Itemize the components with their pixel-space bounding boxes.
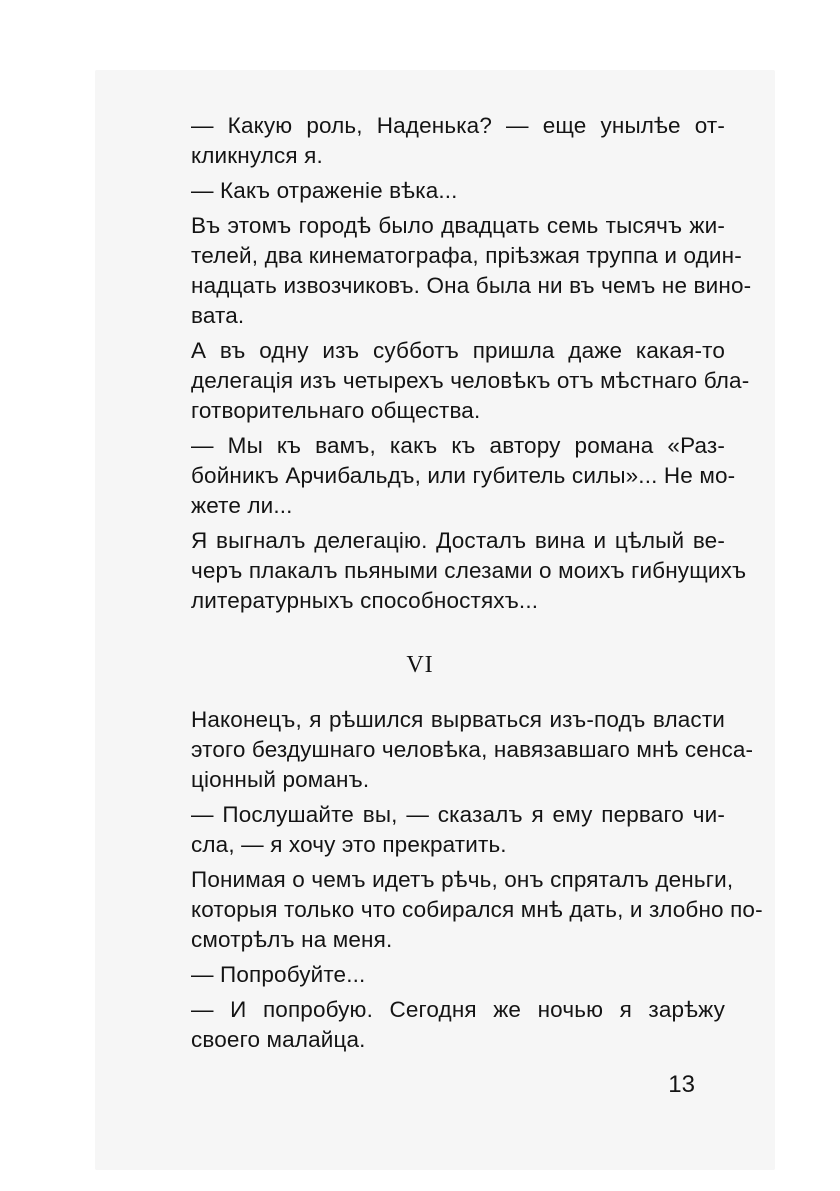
text-line: делегація изъ четырехъ человѣкъ отъ мѣстнаго бла- [191, 368, 750, 393]
text-line: — Попробуйте... [191, 962, 366, 987]
text-line: своего малайца. [191, 1027, 366, 1052]
paragraph [155, 865, 763, 955]
paragraph [155, 995, 725, 1055]
text-line: — Мы къ вамъ, какъ къ автору романа «Раз- [191, 433, 725, 458]
paragraph [155, 211, 752, 331]
paragraph [155, 176, 725, 206]
text-line: телей, два кинематографа, пріѣзжая труппа и один- [191, 243, 742, 268]
text-line: этого бездушнаго человѣка, навязавшаго мнѣ сенса- [191, 737, 754, 762]
text-line: смотрѣлъ на меня. [191, 927, 393, 952]
text-line: — И попробую. Сегодня же ночью я зарѣжу [191, 997, 725, 1022]
text-line: сла, — я хочу это прекратить. [191, 832, 507, 857]
text-line: Въ этомъ городѣ было двадцать семь тысячъ жи- [191, 213, 725, 238]
text-line: готворительнаго общества. [191, 398, 481, 423]
paragraph [155, 336, 750, 426]
chapter-heading: VI [406, 652, 434, 678]
text-line: Наконецъ, я рѣшился вырваться изъ-подъ власти [191, 707, 725, 732]
text-line: — Послушайте вы, — сказалъ я ему перваго чи- [191, 802, 725, 827]
text-line: вата. [191, 303, 245, 328]
top-text-block [155, 111, 752, 616]
bottom-text-block [155, 705, 763, 1055]
paragraph [155, 526, 747, 616]
paragraph [155, 960, 725, 990]
text-line: бойникъ Арчибальдъ, или губитель силы»... Не мо- [191, 463, 736, 488]
page-number: 13 [668, 1071, 695, 1098]
text-line: которыя только что собирался мнѣ дать, и злобно по- [191, 897, 763, 922]
text-line: ціонный романъ. [191, 767, 370, 792]
paragraph [155, 800, 725, 860]
text-line: — Какъ отраженіе вѣка... [191, 178, 458, 203]
text-line: надцать извозчиковъ. Она была ни въ чемъ не вино- [191, 273, 752, 298]
text-line: А въ одну изъ субботъ пришла даже какая-то [191, 338, 725, 363]
paragraph [155, 705, 754, 795]
text-line: Я выгналъ делегацію. Досталъ вина и цѣлый ве- [191, 528, 725, 553]
text-line: литературныхъ способностяхъ... [191, 588, 539, 613]
text-line: Понимая о чемъ идетъ рѣчь, онъ спряталъ деньги, [191, 867, 734, 892]
text-line: кликнулся я. [191, 143, 323, 168]
paragraph [155, 111, 725, 171]
text-line: — Какую роль, Наденька? — еще унылѣе от- [191, 113, 725, 138]
text-line: жете ли... [191, 493, 293, 518]
paragraph [155, 431, 736, 521]
text-line: черъ плакалъ пьяными слезами о моихъ гибнущихъ [191, 558, 747, 583]
